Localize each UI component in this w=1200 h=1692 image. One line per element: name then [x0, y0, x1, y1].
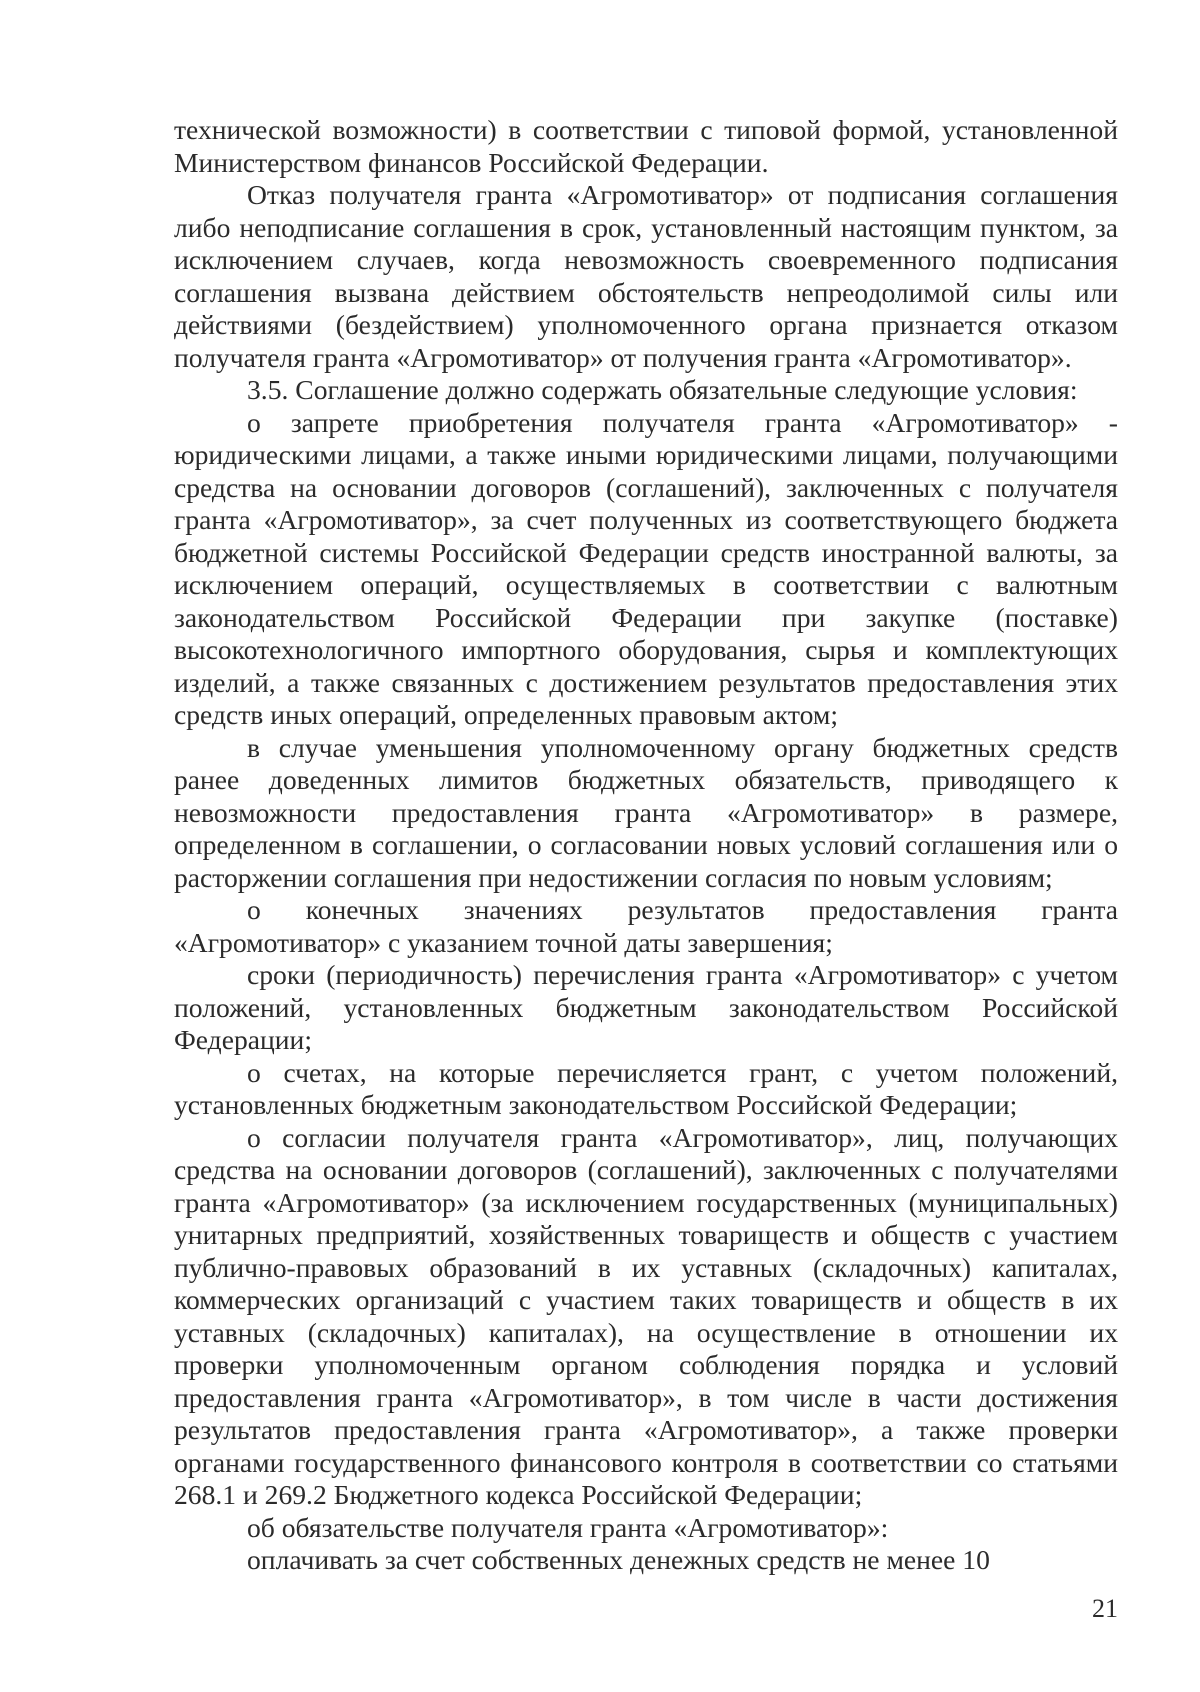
paragraph-final-values: о конечных значениях результатов предоставления гранта «Агромотиватор» с указанием точной даты завершения; [174, 894, 1118, 958]
paragraph-budget-reduction: в случае уменьшения уполномоченному органу бюджетных средств ранее доведенных лимитов бюджетных обязательств, приводящего к невозможности предоставления гранта «Агромотиватор» в размере, определенном в соглашении, о согласовании новых условий соглашения или о расторжении соглашения при недостижении согласия по новым условиям; [174, 731, 1118, 893]
page-number: 21 [1092, 1594, 1118, 1623]
paragraph-currency-ban: о запрете приобретения получателя гранта «Агромотиватор» - юридическими лицами, а также иными юридическими лицами, получающими средства на основании договоров (соглашений), заключенных с получателя гранта «Агромотиватор», за счет полученных из соответствующего бюджета бюджетной системы Российской Федерации средств иностранной валюты, за исключением операций, осуществляемых в соответствии с валютным законодательством Российской Федерации при закупке (поставке) высокотехнологичного импортного оборудования, сырья и комплектующих изделий, а также связанных с достижением результатов предоставления этих средств иных операций, определенных правовым актом; [174, 406, 1118, 730]
paragraph-obligation: об обязательстве получателя гранта «Агромотиватор»: [247, 1511, 889, 1543]
paragraph-accounts: о счетах, на которые перечисляется грант, с учетом положений, установленных бюджетным законодательством Российской Федерации; [174, 1056, 1118, 1120]
paragraph-transfer-terms: сроки (периодичность) перечисления гранта «Агромотиватор» с учетом положений, установленных бюджетным законодательством Российской Федерации; [174, 959, 1118, 1055]
paragraph-consent-inspection: о согласии получателя гранта «Агромотиватор», лиц, получающих средства на основании договоров (соглашений), заключенных с получателями гранта «Агромотиватор» (за исключением государственных (муниципальных) унитарных предприятий, хозяйственных товариществ и обществ с участием публично-правовых образований в их уставных (складочных) капиталах, коммерческих организаций с участием таких товариществ и обществ в их уставных (складочных) капиталах), на осуществление в отношении их проверки уполномоченным органом соблюдения порядка и условий предоставления гранта «Агромотиватор», в том числе в части достижения результатов предоставления гранта «Агромотиватор», а также проверки органами государственного финансового контроля в соответствии со статьями 268.1 и 269.2 Бюджетного кодекса Российской Федерации; [174, 1121, 1118, 1510]
paragraph-payment: оплачивать за счет собственных денежных средств не менее 10 [247, 1544, 990, 1575]
document-body [174, 114, 1118, 1577]
paragraph-section-3-5: 3.5. Соглашение должно содержать обязательные следующие условия: [247, 374, 1078, 405]
paragraph-refusal: Отказ получателя гранта «Агромотиватор» от подписания соглашения либо неподписание соглашения в срок, установленный настоящим пунктом, за исключением случаев, когда невозможность своевременного подписания соглашения вызвана действием обстоятельств непреодолимой силы или действиями (бездействием) уполномоченного органа признается отказом получателя гранта «Агромотиватор» от получения гранта «Агромотиватор». [174, 179, 1118, 373]
paragraph-continuation: технической возможности) в соответствии с типовой формой, установленной Министерством финансов Российской Федерации. [174, 114, 1118, 178]
